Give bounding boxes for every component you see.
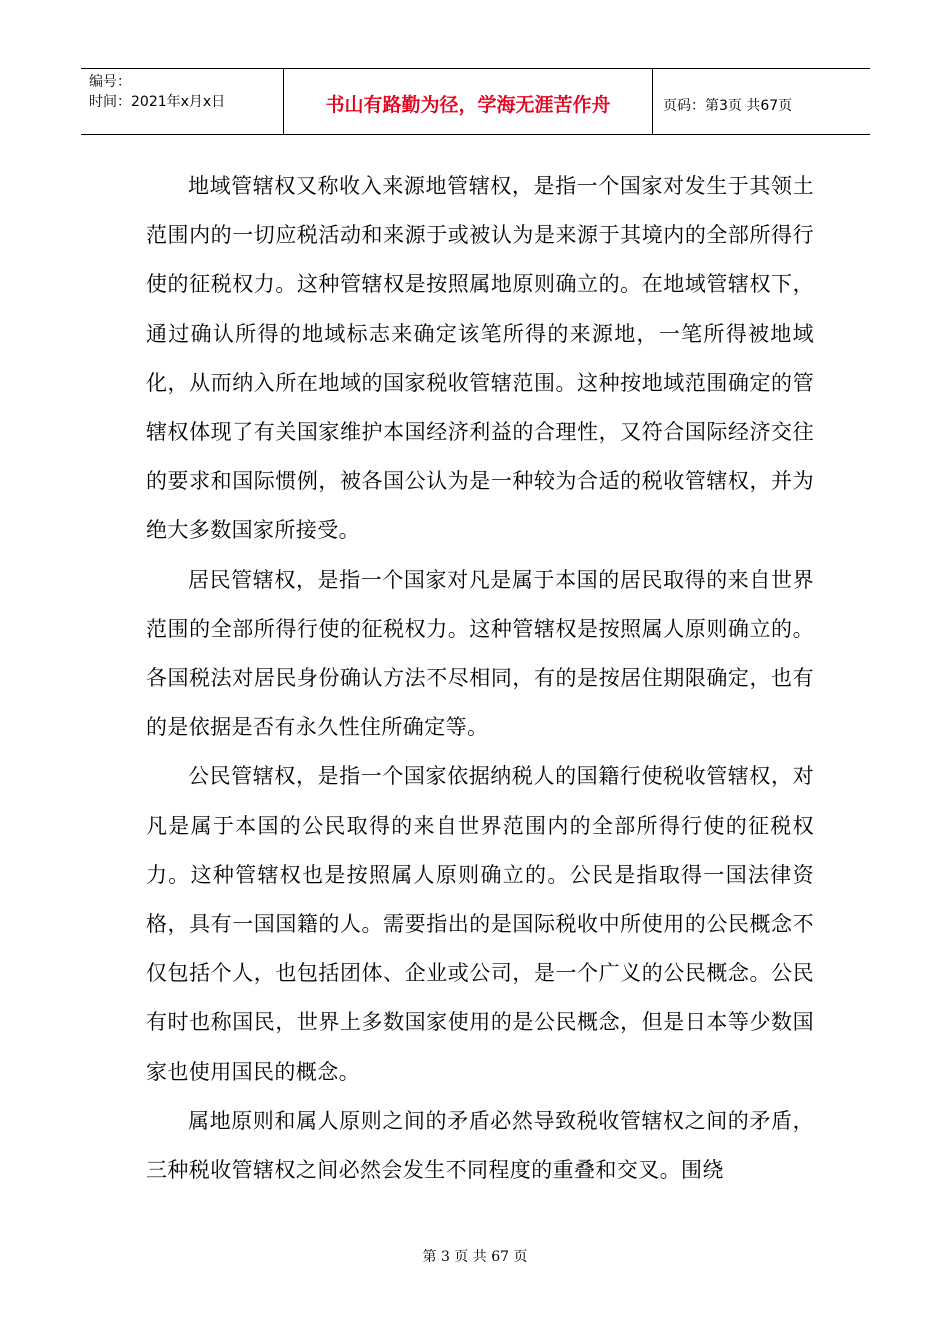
document-number-label: 编号： xyxy=(89,74,131,90)
header-motto-cell xyxy=(284,69,653,134)
header-meta-cell xyxy=(81,69,284,134)
page-footer xyxy=(0,1246,950,1266)
header-motto: 书山有路勤为径，学海无涯苦作舟 xyxy=(325,93,611,116)
document-body xyxy=(146,162,814,1195)
document-header xyxy=(81,68,870,135)
footer-page-number: 第 3 页 共 67 页 xyxy=(422,1249,528,1265)
body-paragraph: 公民管辖权，是指一个国家依据纳税人的国籍行使税收管辖权，对凡是属于本国的公民取得的来自世界范围内的全部所得行使的征税权力。这种管辖权也是按照属人原则确立的。公民是指取得一国法律资格，具有一国国籍的人。需要指出的是国际税收中所使用的公民概念不仅包括个人，也包括团体、企业或公司，是一个广义的公民概念。公民有时也称国民，世界上多数国家使用的是公民概念，但是日本等少数国家也使用国民的概念。 xyxy=(146,764,814,1084)
body-paragraph: 居民管辖权，是指一个国家对凡是属于本国的居民取得的来自世界范围的全部所得行使的征税权力。这种管辖权是按照属人原则确立的。各国税法对居民身份确认方法不尽相同，有的是按居住期限确定，也有的是依据是否有永久性住所确定等。 xyxy=(146,567,814,740)
header-page-cell xyxy=(653,69,870,134)
document-date: 时间：2021年x月x日 xyxy=(89,94,226,110)
body-paragraph: 属地原则和属人原则之间的矛盾必然导致税收管辖权之间的矛盾，三种税收管辖权之间必然会发生不同程度的重叠和交叉。围绕 xyxy=(146,1108,814,1183)
body-paragraph: 地域管辖权又称收入来源地管辖权，是指一个国家对发生于其领土范围内的一切应税活动和来源于或被认为是来源于其境内的全部所得行使的征税权力。这种管辖权是按照属地原则确立的。在地域管辖权下，通过确认所得的地域标志来确定该笔所得的来源地，一笔所得被地域化，从而纳入所在地域的国家税收管辖范围。这种按地域范围确定的管辖权体现了有关国家维护本国经济利益的合理性，又符合国际经济交往的要求和国际惯例，被各国公认为是一种较为合适的税收管辖权，并为绝大多数国家所接受。 xyxy=(146,174,814,543)
header-page-info: 页码：第3页 共67页 xyxy=(663,97,793,114)
